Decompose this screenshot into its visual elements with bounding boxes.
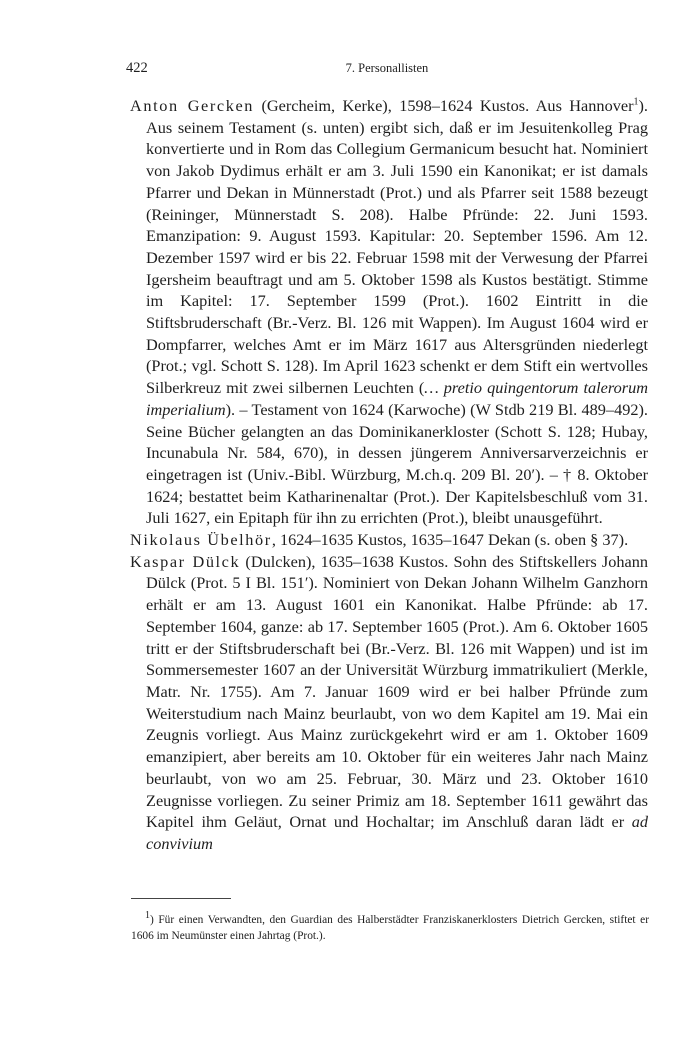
page-number: 422 (126, 60, 148, 76)
footnote: $^1$) Für einen Verwandten, den Guardian des Halberstädter Franziskanerklosters Dietrich Gercken, stiftet er 1606 im Neumünster einen Jahrtag (Prot.). (131, 910, 649, 942)
entry-nikolaus-uebelhoer (130, 529, 648, 551)
footnote-divider (131, 898, 231, 899)
latin-quote: ad convivium (146, 812, 648, 853)
latin-quote: … pretio quingentorum talerorum imperialium (146, 378, 648, 419)
person-name: Kaspar Dülck (130, 551, 241, 571)
running-header (126, 60, 648, 80)
footnote-ref: 1 (633, 96, 639, 108)
main-text (130, 95, 648, 855)
footnote-marker: 1 (145, 910, 150, 922)
entry-text: , 1624–1635 Kustos, 1635–1647 Dekan (s. oben § 37). (271, 530, 629, 550)
entry-text: (Gercheim, Kerke), 1598–1624 Kustos. Aus Hannover (254, 96, 634, 115)
running-title: 7. Personallisten (345, 61, 429, 75)
person-name: Nikolaus Übelhör (130, 530, 272, 550)
entry-text: ). – Testament von 1624 (Karwoche) (W Stdb 219 Bl. 489–492). Seine Bücher gelangten an das Dominikanerkloster (Schott S. 128; Hubay, Incunabula Nr. 584, 670), in dessen jüngerem Anniversarverzeichnis er eingetragen ist (Univ.-Bibl. Würzburg, M.ch.q. 209 Bl. 20′). – † 8. Oktober 1624; bestattet beim Katharinenaltar (Prot.). Der Kapitelsbeschluß vom 31. Juli 1627, ein Epitaph für ihn zu errichten (Prot.), bleibt unausgeführt. (146, 399, 648, 528)
entry-text: (Dulcken), 1635–1638 Kustos. Sohn des Stiftskellers Johann Dülck (Prot. 5 I Bl. 151′). Nominiert von Dekan Johann Wilhelm Ganzhorn erhält er am 13. August 1601 ein Kanonikat. Halbe Pfründe: ab 17. September 1604, ganze: ab 17. September 1605 (Prot.). Am 6. Oktober 1605 tritt er der Stiftsbruderschaft bei (Br.-Verz. Bl. 126 mit Wappen) und ist im Sommersemester 1607 an der Universität Würzburg immatrikuliert (Merkle, Matr. Nr. 1755). Am 7. Januar 1609 wird er bei halber Pfründe zum Weiterstudium nach Mainz beurlaubt, von wo dem Kapitel am 19. Mai ein Zeugnis vorliegt. Aus Mainz zurückgekehrt wird er am 1. Oktober 1609 emanzipiert, aber bereits am 10. Oktober für ein weiteres Jahr nach Mainz beurlaubt, von wo am 25. Februar, 30. März und 23. Oktober 1610 Zeugnisse vorliegen. Zu seiner Primiz am 18. September 1611 gewährt das Kapitel ihm Geläut, Ornat und Hochaltar; im Anschluß daran lädt er (146, 551, 649, 832)
entry-anton-gercken (130, 95, 648, 529)
entry-kaspar-duelck (130, 551, 648, 855)
footnote-text: Für einen Verwandten, den Guardian des Halberstädter Franziskanerklosters Dietrich Gercken, stiftet er 1606 im Neumünster einen Jahrtag (Prot.). (131, 914, 649, 942)
entry-text: ). Aus seinem Testament (s. unten) ergibt sich, daß er im Jesuitenkolleg Prag konvertierte und in Rom das Collegium Germanicum besucht hat. Nominiert von Jakob Dydimus erhält er am 3. Juli 1590 ein Kanonikat; er ist damals Pfarrer und Dekan in Münnerstadt (Prot.) und als Pfarrer seit 1588 bezeugt (Reininger, Münnerstadt S. 208). Halbe Pfründe: 22. Juni 1593. Emanzipation: 9. August 1593. Kapitular: 20. September 1596. Am 12. Dezember 1597 wird er bis 22. Februar 1598 mit der Verwesung der Pfarrei Igersheim beauftragt und am 5. Oktober 1598 als Kustos bestätigt. Stimme im Kapitel: 17. September 1599 (Prot.). 1602 Eintritt in die Stiftsbruderschaft (Br.-Verz. Bl. 126 mit Wappen). Im August 1604 wird er Dompfarrer, welches Amt er im März 1617 aus Altersgründen niederlegt (Prot.; vgl. Schott S. 128). Im April 1623 schenkt er dem Stift ein wertvolles Silberkreuz mit zwei silbernen Leuchten ( (146, 96, 648, 398)
person-name: Anton Gercken (130, 96, 255, 115)
